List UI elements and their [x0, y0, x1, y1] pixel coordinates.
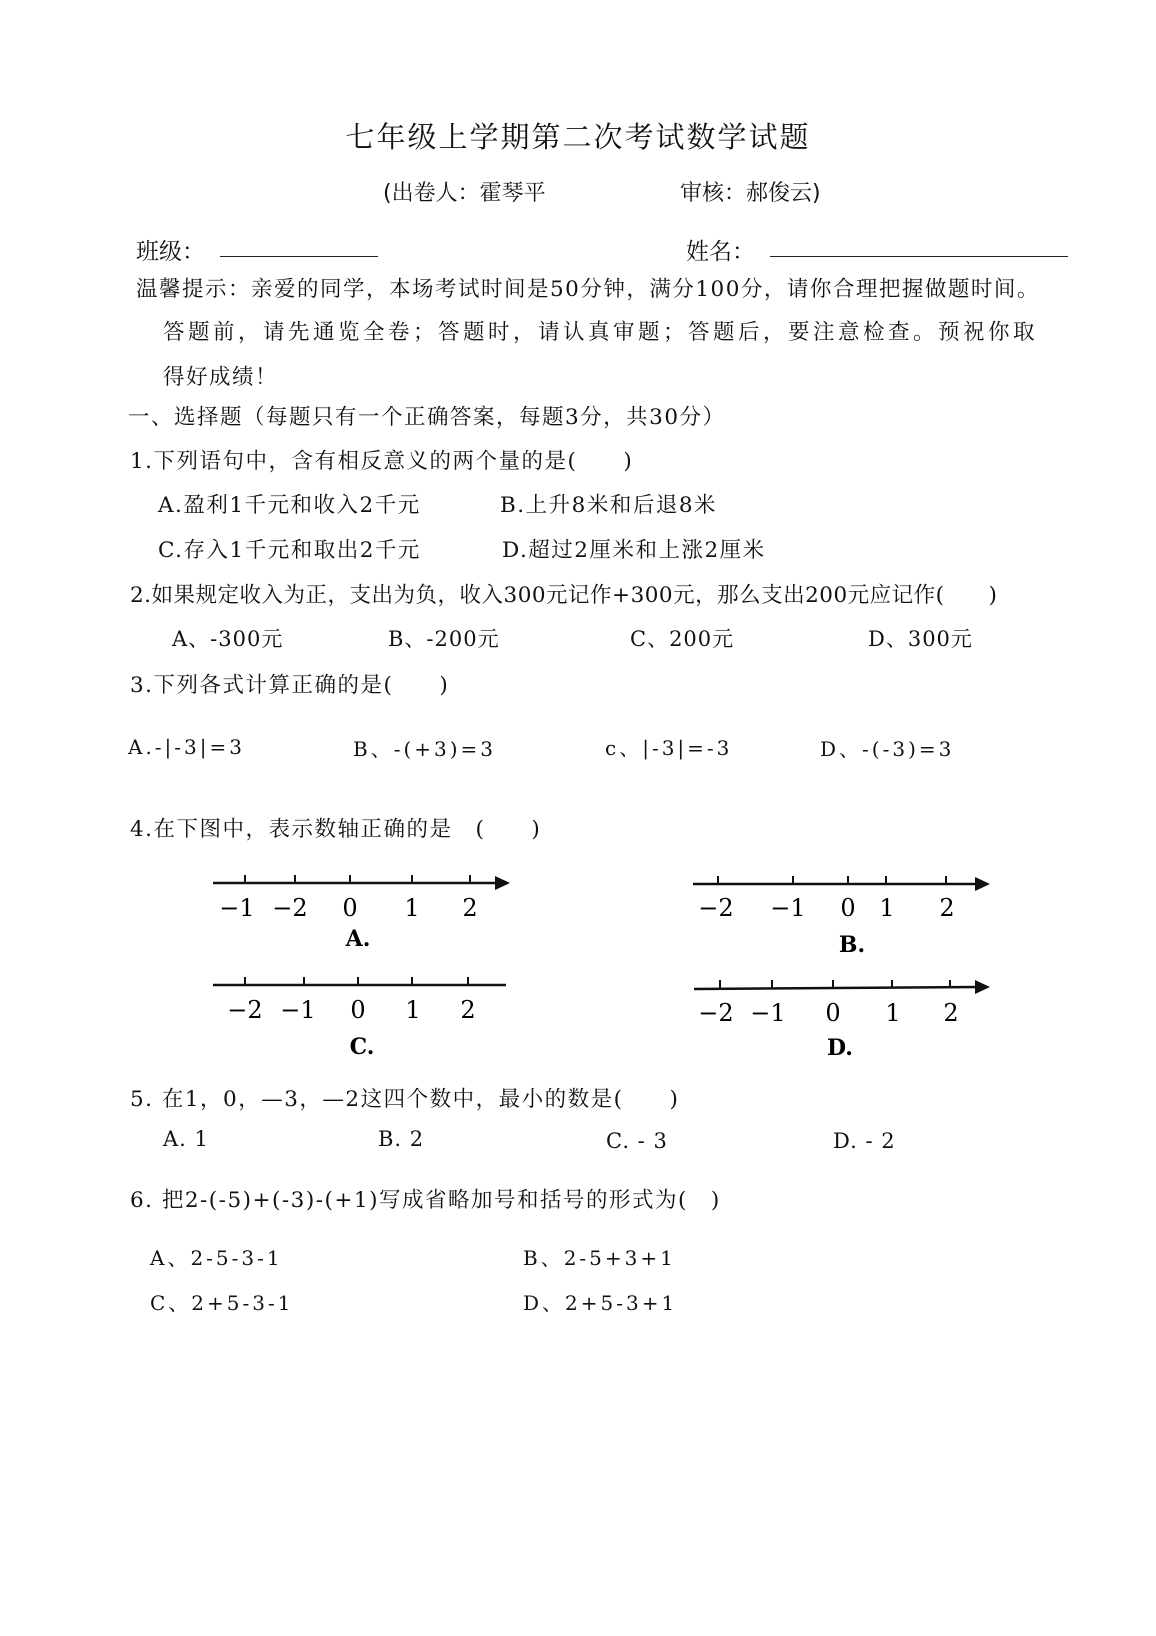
- tick-label-b: −1: [770, 894, 806, 922]
- tip-line-1: 温馨提示：亲爱的同学，本场考试时间是50分钟，满分100分，请你合理把握做题时间。: [136, 277, 1040, 302]
- tick-label-b: 1: [879, 894, 895, 922]
- question-3: 3.下列各式计算正确的是( ): [130, 673, 450, 698]
- tick-label-b: −2: [698, 894, 734, 922]
- question-5: 5. 在1，0，—3，—2这四个数中，最小的数是( ): [130, 1087, 680, 1112]
- arrow-head-b: [975, 877, 990, 891]
- q6-option-d: D、2+5-3+1: [523, 1291, 678, 1315]
- q6-option-c: C、2+5-3-1: [150, 1291, 294, 1315]
- caption-a: A.: [345, 926, 371, 952]
- q3-option-b: B、-(+3)=3: [353, 737, 497, 761]
- tick-label-d: 1: [885, 999, 901, 1027]
- tick-label-d: 2: [943, 999, 959, 1027]
- q6-option-b: B、2-5+3+1: [523, 1246, 676, 1270]
- tick-label-c: 2: [460, 996, 476, 1024]
- q2-option-c: C、200元: [630, 627, 735, 651]
- tick-label-c: 0: [350, 996, 366, 1024]
- tick-label-a: 1: [404, 894, 420, 922]
- question-2: 2.如果规定收入为正，支出为负，收入300元记作+300元，那么支出200元应记作( ): [130, 583, 998, 608]
- q5-option-b: B. 2: [378, 1127, 425, 1151]
- section-heading: 一、选择题（每题只有一个正确答案，每题3分，共30分）: [128, 405, 726, 430]
- q5-option-a: A. 1: [163, 1127, 209, 1151]
- tick-label-d: −2: [698, 999, 734, 1027]
- number-line-d: [694, 980, 990, 1061]
- q1-option-c: C.存入1千元和取出2千元: [158, 538, 421, 563]
- question-6: 6. 把2-(-5)+(-3)-(+1)写成省略加号和括号的形式为( ): [130, 1188, 721, 1213]
- setter-credit: (出卷人：霍琴平: [383, 181, 546, 206]
- caption-d: D.: [827, 1035, 853, 1061]
- question-1: 1.下列语句中，含有相反意义的两个量的是( ): [130, 449, 634, 474]
- q2-option-d: D、300元: [868, 627, 973, 651]
- tip-line-2: 答题前，请先通览全卷；答题时，请认真审题；答题后，要注意检查。预祝你取: [163, 320, 1039, 345]
- arrow-head-d: [975, 980, 990, 994]
- exam-title: 七年级上学期第二次考试数学试题: [345, 120, 811, 154]
- tick-label-c: −2: [227, 996, 263, 1024]
- tick-label-a: −1: [219, 894, 255, 922]
- axis-line-d: [694, 987, 978, 989]
- q1-option-b: B.上升8米和后退8米: [500, 493, 717, 518]
- tick-label-a: −2: [272, 894, 308, 922]
- q1-option-a: A.盈利1千元和收入2千元: [158, 493, 421, 518]
- tick-label-c: −1: [280, 996, 316, 1024]
- q3-option-d: D、-(-3)=3: [820, 737, 955, 761]
- class-label: 班级：: [136, 239, 205, 265]
- caption-b: B.: [838, 932, 866, 958]
- number-line-a: [213, 875, 510, 952]
- question-4: 4.在下图中，表示数轴正确的是 ( ): [130, 817, 542, 842]
- tick-label-d: −1: [750, 999, 786, 1027]
- tick-label-a: 2: [462, 894, 478, 922]
- q5-option-c: C. - 3: [606, 1129, 668, 1153]
- number-line-b: [693, 876, 990, 958]
- q1-option-d: D.超过2厘米和上涨2厘米: [502, 538, 766, 563]
- q6-option-a: A、2-5-3-1: [150, 1246, 283, 1270]
- tick-label-a: 0: [342, 894, 358, 922]
- reviewer-credit: 审核：郝俊云): [680, 181, 821, 206]
- q5-option-d: D. - 2: [833, 1129, 896, 1153]
- number-line-c: [213, 977, 506, 1060]
- tick-label-b: 2: [939, 894, 955, 922]
- tick-label-d: 0: [825, 999, 841, 1027]
- tip-line-3: 得好成绩！: [163, 365, 279, 390]
- tick-label-c: 1: [405, 996, 421, 1024]
- tick-label-b: 0: [840, 894, 856, 922]
- q3-option-c: c、|-3|=-3: [605, 736, 733, 760]
- q2-option-b: B、-200元: [388, 627, 500, 651]
- name-label: 姓名：: [686, 239, 755, 265]
- caption-c: C.: [349, 1034, 375, 1060]
- q3-option-a: A.-|-3|=3: [128, 735, 245, 759]
- arrow-head-a: [495, 876, 510, 890]
- q2-option-a: A、-300元: [172, 627, 284, 651]
